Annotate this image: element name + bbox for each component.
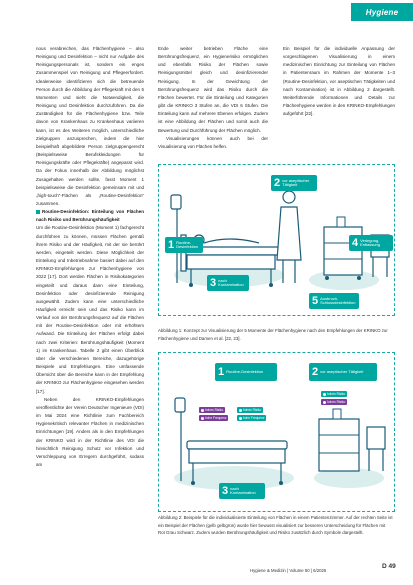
moment-4-badge: 4 Verlegung, Entlassung — [349, 235, 393, 251]
column-3 — [283, 45, 395, 163]
column-1 — [36, 45, 144, 469]
dot-icon — [323, 393, 326, 396]
dot-icon — [201, 417, 204, 420]
risk-tag: hohes Risiko — [199, 407, 225, 413]
paragraph: Um die Routine-Desinfektion (Moment 1) fachgerecht durchführen zu können, müssen Flächen gemäß ihrem Risiko und der Häufigkeit, mit der sie berührt werden, eingeteilt werden. Diese Möglichkeit der Einteilung und Inbetriebnahme basiert dabei auf den KRINKO-Empfehlungen zur Flächenhygiene von 2022 [17]. Dort werden Flächen in Risikokategorien eingeteilt und daraus dann eine Einteilung, Desinfektion oder desinfizierende Reinigung ausgewählt. Zudem kann eine unterschiedliche Häufigkeit erreicht sein und das Risiko kann im Verlauf von der Berührungsfrequenz auf die Flächen mit der Routine-Desinfektion oder mit erhöhtem Aufwand. Die Einteilung der Flächen erfolgt dabei nach zwei Kriterien: Berührungshäufigkeit (Moment 1) im Krankenhaus. Tabelle 2 gibt einen Überblick über die verschiedenen Bereiche, dazugehörige Beispiele und Empfehlungen. Eine umfassende Übersicht über die Bereiche kann in der Empfehlung der KRINKO zur Flächenhygiene eingesehen werden [17]. — [36, 225, 144, 394]
moment-1-badge: 1 Routine-Desinfektion — [215, 363, 277, 381]
figure-1-caption: Abbildung 1: Konzept zur Visualisierung der 5 Momente der Flächenhygiene nach den Empfehlungen der KRINKO zur Flächenhygiene und Damen et al. [22, 23]. — [158, 328, 388, 341]
moment-1-badge: 1 Routine-Desinfektion — [165, 237, 203, 253]
section-heading: Routine-Desinfektion: Einteilung von Flächen nach Risiko und Berührungshäufigkeit — [36, 209, 144, 223]
column-2 — [158, 45, 268, 163]
figure-2-caption: Abbildung 2: Beispiele für die individualisierte Einteilung von Flächen in einem Patientenzimmer. Auf der rechten Seite ist ein Beispiel der Flächen (gelb gelbgrün) wurde hier bewusst visualisiert zur besseren Unterscheidung für Flächen mit Rot Grau Schwarz. Zudem wurden Berührungshäufigkeit und Risiko zusätzlich durch Symbole dargestellt. — [158, 515, 393, 535]
moment-3-badge: 3 nach Kontamination — [207, 275, 249, 291]
paragraph: Visualisierungen können auch bei der Visualisierung von Flächen helfen. — [158, 135, 268, 149]
journal-footer: Hygiene & Medizin | Volume 50 | 6/2025 — [250, 568, 327, 573]
paragraph: Ende weiter betrieben Fläche eine Berührungsfrequenz, ein Hygienerisiko ermöglichen und ebenfalls Risiko der Flächen sowie Reinigungsmittel gleich und desinfizierender Reinigung. In der Gewichtung der Berührungsfrequenz wird das Risiko durch die Flächen bewertet. Für die Einteilung und Kategorien gibt die KRINKO 3 Stufen an, die VDI 6 Stufen. Die Einteilung kann auf mehrere Ebenen erfolgen. Zudem ist eine Abbildung der Flächen und somit auch die Bewertung und Durchführung der Flächen möglich. — [158, 46, 268, 133]
figure-1 — [158, 164, 395, 316]
risk-tag: hohes Risiko — [321, 399, 347, 405]
section-tag: Hygiene — [351, 3, 413, 21]
paragraph: Neben den KRINKO-Empfehlungen veröffentlichte der Verein Deutscher Ingenieure (VDI) im Mai 2024 eine Richtlinie zum Fachbereich Hygienekritisch relevanter Flächen in medizinischen Einrichtungen [19]. Anders als in den Empfehlungen der KRINKO wird in der Richtlinie des VDI die hinsichtlich Reinigung Schutz vor Infektion und Verschleppung von Erregern durchgeführt, sodass am — [36, 396, 144, 467]
figure-2 — [158, 352, 395, 512]
page-number: D 49 — [382, 563, 396, 570]
paragraph: Ein Beispiel für die individuelle Anpassung der vorgeschlagenen Visualisierung in einem medizinischen Einrichtung zur Einteilung von Flächen in Patientenraum im Rahmen der Momente 1–3 (Routine-Desinfektion, vor aseptischen Tätigkeiten und nach Kontamination) ist in Abbildung 2 dargestellt. Weiterführende Informationen und Details zur Flächenhygiene werden in den KRINKO-Empfehlungen aufgeführt [22]. — [283, 46, 395, 117]
square-bullet-icon — [36, 210, 40, 214]
moment-3-badge: 3 nach Kontamination — [219, 483, 265, 499]
risk-tag: hohes Risiko — [237, 407, 263, 413]
frequency-tag: hohe Frequenz — [237, 415, 266, 421]
moment-2-badge: 2 vor aseptischer Tätigkeit — [309, 363, 377, 381]
paragraph: nous verabreichen, das Flächenhygiene – also Reinigung und Desinfektion – nicht nur Aufgabe des Reinigungspersonals ist, sondern ein enges Zusammenspiel von Reinigung und Pflegeerfordert. Idealerweise identifizieren sich die betreuende Person durch die Abbildung der Pflegekraft mit den 5 Momenten und sieht die Notwendigkeit, die Reinigung und Desinfektion durchzuführen. Da die Zuständigkeit für die Flächenhygiene bzw. Teile davon von Krankenhaus zu Krankenhaus variieren kann, ist es des Weiteren möglich, unterschiedliche Zielgruppen anzusprechen, indem die hier beispielhaft abgebildete Person zielgruppengerecht (Beispielsweise Berufskleidungen für Reinigungskräfte oder Pflegekräfte) angepasst wird. Da der Fokus innerhalb der Abbildung möglichst Zusagehalten werden sollte, fasst Moment 1 beispielsweise die Desinfektion gemeinsam mit und „high-touch“-Flächen als „Routine-Desinfektion“ zusammen. — [36, 46, 144, 206]
frequency-tag: hohe Frequenz — [199, 415, 228, 421]
dot-icon — [239, 417, 242, 420]
dot-icon — [239, 409, 242, 412]
dot-icon — [201, 409, 204, 412]
moment-2-badge: 2 vor aseptischer Tätigkeit — [271, 175, 317, 191]
dot-icon — [323, 401, 326, 404]
moment-5-badge: 5 Ausbruch, Schlussdesinfektion — [309, 293, 359, 309]
risk-tag: hohes Risiko — [321, 391, 347, 397]
